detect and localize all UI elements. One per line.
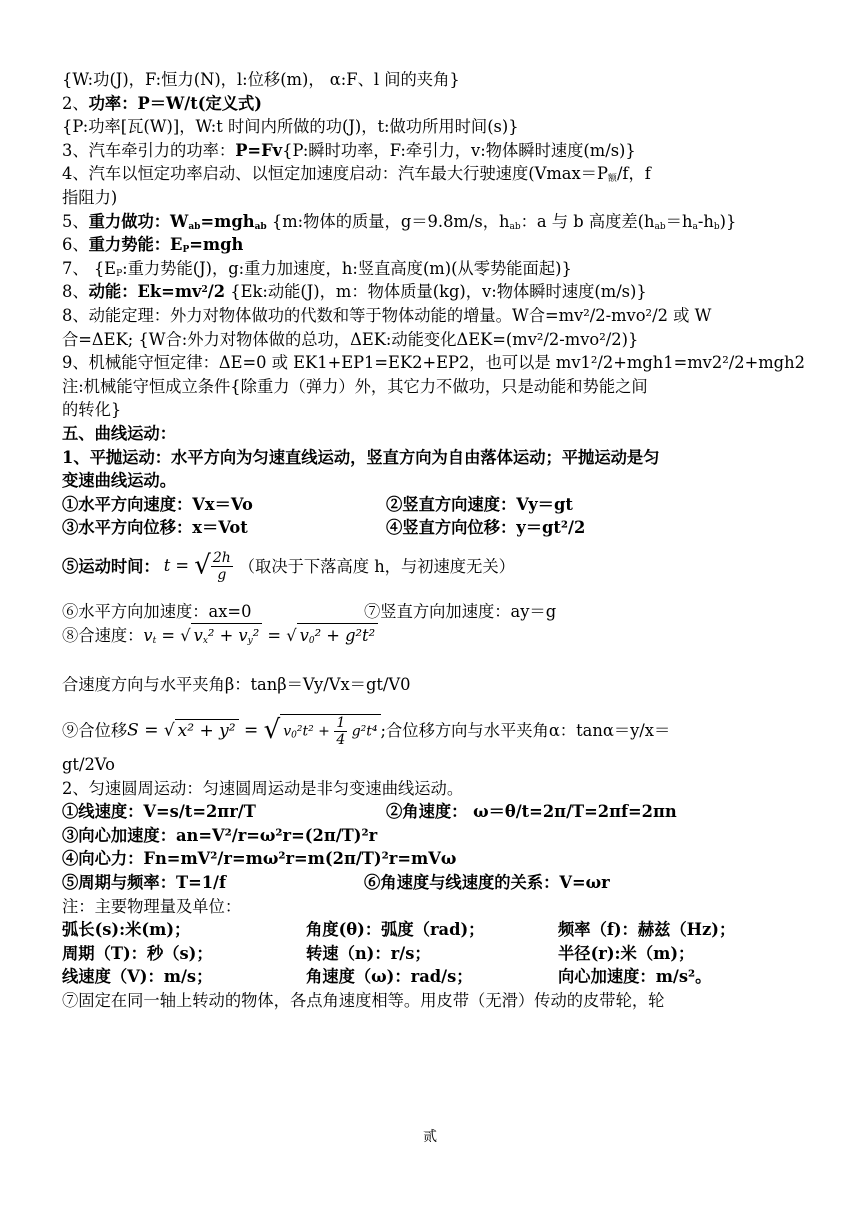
line-displacement-components: ③水平方向位移：x＝Vot ④竖直方向位移：y＝gt²/2 bbox=[62, 518, 586, 538]
line-energy-conservation: 9、机械能守恒定律：ΔE=0 或 EK1+EP1=EK2+EP2，也可以是 mv1²/2+mgh1=mv2²/2+mgh2 bbox=[62, 353, 805, 373]
line-resultant-velocity: ⑧合速度：$v_t$ = √ $v_x^2 + v_y^2$ = √ $v_0^2 + g^2t^2$ bbox=[62, 623, 802, 651]
line-car-start: 4、汽车以恒定功率启动、以恒定加速度启动：汽车最大行驶速度($Vmax=P_额/f$，f bbox=[62, 164, 651, 185]
resultant-displacement-formula: S = √ x² + y² = √ $v_0^2t^2$ + $\frac{1}{4}$ g²t⁴ bbox=[127, 714, 380, 748]
line-accelerations: ⑥水平方向加速度：ax=0 ⑦竖直方向加速度：ay＝g bbox=[62, 601, 557, 621]
line-kinetic-energy: 8、动能：$Ek=mv^2/2$ {Ek:动能(J)，m：物体质量(kg)，v:物体瞬时速度(m/s)} bbox=[62, 282, 647, 302]
units-row-2: 周期（T)：秒（s)； 转速（n)：r/s； 半径(r):米（m)； bbox=[62, 943, 695, 963]
line-period-frequency: ⑤周期与频率：T=1/f ⑥角速度与线速度的关系：V=ωr bbox=[62, 873, 610, 893]
line-linear-angular-velocity: ①线速度：V=s/t=2πr/T ②角速度： ω＝θ/t=2π/T=2πf=2πn bbox=[62, 802, 677, 822]
units-row-1: 弧长(s):米(m)； 角度(θ)：弧度（rad)； 频率（f)：赫兹（Hz)； bbox=[62, 920, 736, 940]
line-conservation-note-cont: 的转化} bbox=[62, 400, 122, 420]
line-conservation-note: 注:机械能守恒成立条件{除重力（弹力）外，其它力不做功，只是动能和势能之间 bbox=[62, 376, 648, 396]
line-gravity-work: 5、重力做功：$W_{ab}=mgh_{ab}$ {m:物体的质量，g＝9.8m/s，$h_{ab}$：a 与 b 高度差$(h_{ab}=h_a-h_b)$} bbox=[62, 211, 737, 232]
line-work-definitions: {W:功(J)，F:恒力(N)，l:位移(m)， α:F、l 间的夹角} bbox=[62, 70, 460, 89]
line-traction-power: 3、汽车牵引力的功率：P=Fv{P:瞬时功率，F:牵引力，v:物体瞬时速度(m/s)} bbox=[62, 140, 636, 160]
line-velocity-angle: 合速度方向与水平夹角β：tanβ＝Vy/Vx＝gt/V0 bbox=[62, 675, 411, 695]
line-kinetic-theorem: 8、动能定理：外力对物体做功的代数和等于物体动能的增量。W合=mv²/2-mvo²/2 或 W bbox=[62, 305, 712, 325]
line-flight-time: ⑤运动时间： t = √ $\frac{2h}{g}$ （取决于下落高度 h，与初速度无关） bbox=[62, 550, 515, 584]
line-velocity-components: ①水平方向速度：Vx＝Vo ②竖直方向速度：Vy＝gt bbox=[62, 494, 573, 514]
line-kinetic-theorem-cont: 合=ΔEK; {W合:外力对物体做的总功，ΔEK:动能变化ΔEK=(mv²/2-mvo²/2)} bbox=[62, 329, 639, 349]
line-displacement-angle-cont: gt/2Vo bbox=[62, 755, 115, 775]
section-heading-curved-motion: 五、曲线运动： bbox=[62, 423, 176, 443]
document-body bbox=[62, 68, 805, 1013]
line-centripetal-acceleration: ③向心加速度：an=V²/r=ω²r=(2π/T)²r bbox=[62, 825, 378, 845]
flight-time-formula: t = √ $\frac{2h}{g}$ bbox=[163, 550, 231, 584]
resultant-velocity-formula: $v_t$ = √ $v_x^2 + v_y^2$ = √ $v_0^2 + g^2t^2$ bbox=[143, 626, 378, 645]
line-friction-note: 指阻力) bbox=[62, 187, 118, 207]
line-uniform-circular: 2、匀速圆周运动：匀速圆周运动是非匀变速曲线运动。 bbox=[62, 778, 464, 798]
line-power-definitions: {P:功率[瓦(W)]，W:t 时间内所做的功(J)，t:做功所用时间(s)} bbox=[62, 117, 519, 137]
line-projectile-def: 1、平抛运动：水平方向为匀速直线运动，竖直方向为自由落体运动；平抛运动是匀 bbox=[62, 447, 660, 467]
line-projectile-def-cont: 变速曲线运动。 bbox=[62, 471, 176, 491]
line-potential-energy: 6、重力势能：$E_P=mgh$ bbox=[62, 235, 244, 256]
line-shared-axis: ⑦固定在同一轴上转动的物体，各点角速度相等。用皮带（无滑）传动的皮带轮，轮 bbox=[62, 991, 665, 1010]
line-power-heading: 2、功率：P＝W/t(定义式) bbox=[62, 93, 263, 113]
page-number: 贰 bbox=[423, 1129, 437, 1145]
line-units-note: 注：主要物理量及单位： bbox=[62, 896, 242, 916]
line-resultant-displacement: ⑨合位移 S = √ x² + y² = √ $v_0^2t^2$ + $\frac{1}{4}$ g²t⁴ ;合位移方向与水平夹角α：tanα＝y/x＝ bbox=[62, 715, 671, 749]
line-centripetal-force: ④向心力：Fn=mV²/r=mω²r=m(2π/T)²r=mVω bbox=[62, 849, 457, 869]
units-row-3: 线速度（V)：m/s； 角速度（ω)：rad/s； 向心加速度：m/s²。 bbox=[62, 967, 712, 987]
line-potential-definitions: 7、 {$E_P$:重力势能(J)，g:重力加速度，h:竖直高度(m)(从零势能面起)} bbox=[62, 258, 572, 279]
